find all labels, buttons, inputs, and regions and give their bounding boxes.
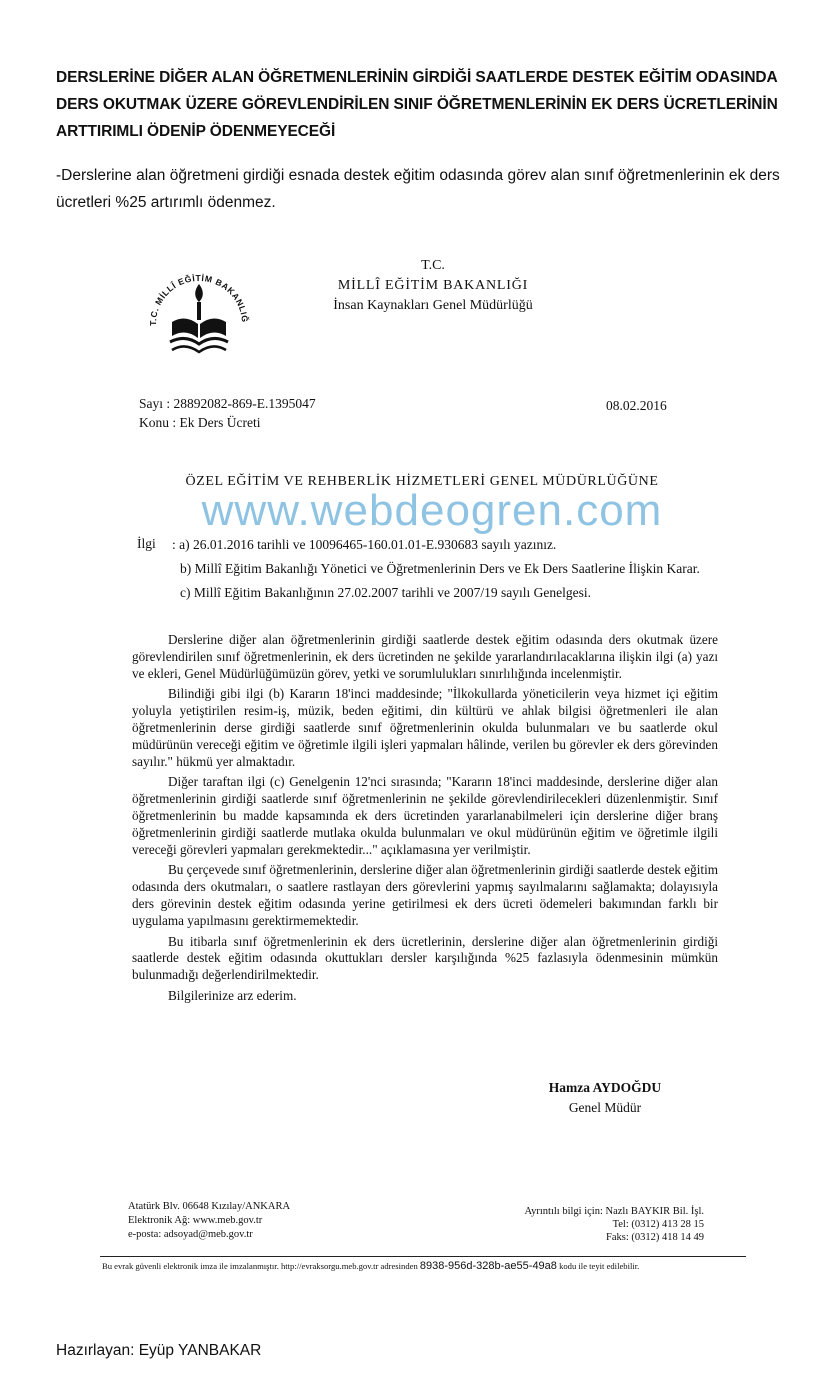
summary-text: -Derslerine alan öğretmeni girdiği esnada destek eğitim odasında görev alan sınıf öğretmenlerinin ek ders ücretleri %25 artırımlı ödenmez. [56, 167, 780, 211]
e-signature-text: Bu evrak güvenli elektronik imza ile imzalanmıştır. http://evraksorgu.meb.gov.tr adresinden [102, 1261, 418, 1271]
ilgi-label: İlgi [137, 536, 156, 551]
subject-line: Konu : Ek Ders Ücreti [139, 415, 261, 430]
reference-number: Sayı : 28892082-869-E.1395047 [139, 396, 316, 411]
body-paragraph: Diğer taraftan ilgi (c) Genelgenin 12'nci sırasında; "Kararın 18'inci maddesinde, derslerine diğer alan öğretmenlerinin girdiği saatlerde sınıf öğretmenlerinin ne şekilde görevlendirilecekleri düzenlenmiştir. Sınıf öğretmenlerinin bu madde kapsamında ek ders ücretinden yararlanabilmeleri için derslerine diğer branş öğretmenlerinin girdiği saatlerde mutlaka okulda bulunmaları ve okul müdürünün eğitim ve öğretimle ilgili vereceği görevleri yapmaları gerekmektedir..." açıklamasına yer verilmiştir. [132, 774, 718, 857]
e-signature-note [102, 1260, 752, 1272]
signatory-title: Genel Müdür [568, 1100, 642, 1115]
body-paragraph: Bu çerçevede sınıf öğretmenlerinin, derslerine diğer alan öğretmenlerinin girdiği saatlerde destek eğitim odasında ders okutmaları, o saatlere rastlayan ders görevlerini yapmış sayılmalarını sağlamakta; dolayısıyla ders görevinin destek eğitim odasında yerine getirilmesi ek ders ücreti ödemeleri bakımından farklı bir uygulama yapılmasını gerektirmemektedir. [132, 862, 719, 928]
footer-tel: Tel: (0312) 413 28 15 [612, 1219, 704, 1230]
verification-code: 8938-956d-328b-ae55-49a8 [419, 1260, 557, 1272]
footer-fax: Faks: (0312) 418 14 49 [606, 1232, 704, 1243]
footer-address-line: Atatürk Blv. 06648 Kızılay/ANKARA [128, 1201, 291, 1212]
seal-ring-text: T.C. MİLLÎ EĞİTİM BAKANLIĞ [147, 272, 251, 326]
ilgi-item-a: : a) 26.01.2016 tarihli ve 10096465-160.01.01-E.930683 sayılı yazınız. [172, 537, 557, 552]
footer-contact [500, 1205, 704, 1244]
footer-address [128, 1200, 290, 1242]
letterhead-tc: T.C. [421, 258, 445, 273]
body-paragraph: Bu itibarla sınıf öğretmenlerinin ek ders ücretlerinin, derslerine diğer alan öğretmenlerinin girdiği saatlerde destek eğitim odasında okuttukları dersler karşılığında %25 fazlasıyla ödenmesinin mümkün bulunmadığı değerlendirilmektedir. [132, 933, 718, 983]
footer-email-line: e-posta: adsoyad@meb.gov.tr [128, 1229, 253, 1240]
footer-web-line: Elektronik Ağ: www.meb.gov.tr [128, 1215, 263, 1226]
letterhead-department: İnsan Kaynakları Genel Müdürlüğü [333, 298, 533, 313]
letter-meta [139, 394, 316, 432]
e-signature-suffix: kodu ile teyit edilebilir. [559, 1261, 640, 1271]
ilgi-item-b: b) Millî Eğitim Bakanlığı Yönetici ve Öğretmenlerinin Ders ve Ek Ders Saatlerine İlişkin Karar. [180, 561, 700, 576]
closing-line: Bilgilerinize arz ederim. [168, 987, 297, 1003]
signature-block [530, 1078, 680, 1118]
letter-body [132, 632, 718, 1009]
letterhead-ministry: MİLLÎ EĞİTİM BAKANLIĞI [337, 278, 529, 293]
ilgi-item-c: c) Millî Eğitim Bakanlığının 27.02.2007 tarihli ve 2007/19 sayılı Genelgesi. [180, 585, 591, 600]
body-paragraph: Derslerine diğer alan öğretmenlerinin girdiği saatlerde destek eğitim odasında ders okutmak üzere görevlendirilen sınıf öğretmenlerinin, ek ders ücretinden ne şekilde yararlandırılacaklarına ilişkin ilgi (a) yazı ve ekleri, Genel Müdürlüğümüzün görev, yetki ve sorumlulukları sınırlılığında incelenmiştir. [132, 632, 718, 681]
recipient-line: ÖZEL EĞİTİM VE REHBERLİK HİZMETLERİ GENEL MÜDÜRLÜĞÜNE [185, 474, 659, 489]
footer-divider [100, 1256, 746, 1257]
letter-date: 08.02.2016 [606, 398, 667, 413]
prepared-by: Hazırlayan: Eyüp YANBAKAR [56, 1342, 262, 1359]
meb-seal-icon [140, 262, 258, 362]
body-paragraph: Bilindiği gibi ilgi (b) Kararın 18'inci maddesinde; "İlkokullarda yöneticilerin veya hizmet içi eğitim yoluyla yetiştirilen resim-iş, müzik, beden eğitimi, din kültürü ve ahlak bilgisi öğretmenleri ile alan öğretmenlerinin derse girdiği saatlerde sınıf öğretmenlerinin okulda bulunmaları ve bu saatlerde okul müdürünün vereceği eğitim ve öğretimle ilgili işleri yapmaları hâlinde, verilen bu görevler ek ders görevinden sayılır." hükmü yer almaktadır. [132, 686, 718, 769]
document-headline: DERSLERİNE DİĞER ALAN ÖĞRETMENLERİNİN GİRDİĞİ SAATLERDE DESTEK EĞİTİM ODASINDA DERS OKUTMAK ÜZERE GÖREVLENDİRİLEN SINIF ÖĞRETMENLERİNİN EK DERS ÜCRETLERİNİN ARTTIRIMLI ÖDENİP ÖDENMEYECEĞİ [56, 69, 778, 140]
ilgi-list [172, 536, 717, 608]
footer-contact-person: Ayrıntılı bilgi için: Nazlı BAYKIR Bil. İşl. [524, 1206, 704, 1217]
signatory-name: Hamza AYDOĞDU [548, 1080, 662, 1095]
watermark: www.webdeogren.com [201, 486, 663, 535]
letterhead [318, 256, 548, 316]
